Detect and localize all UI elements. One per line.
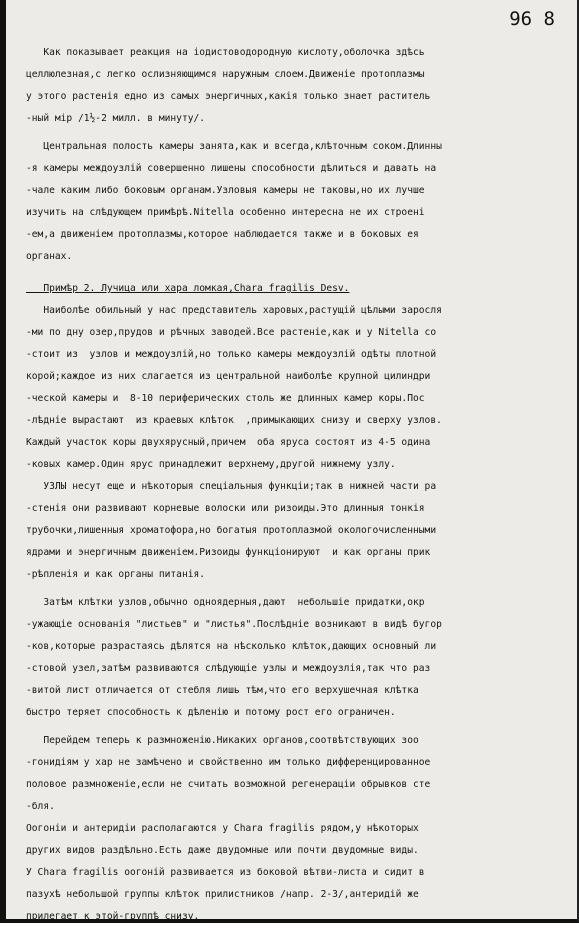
text-line: Наиболѣе обильный у нас представитель харовых,растущій цѣлыми заросля — [26, 305, 442, 316]
text-line: Затѣм клѣтки узлов,обычно одноядерныя,дают небольшіе придатки,окр — [26, 597, 425, 608]
text-line: Каждый участок коры двухярусный,причем оба яруса состоят из 4-5 одина — [26, 437, 431, 448]
text-line: -чале каким либо боковым органам.Узловыя камеры не таковы,но их лучше — [26, 185, 425, 196]
text-line: -я камеры междоузлій совершенно лишены способности дѣлиться и давать на — [26, 163, 437, 174]
text-line: -ужающіе основанія "листьев" и "листья".Послѣдніе возникают в видѣ бугор — [26, 619, 442, 630]
text-line: у этого растенія едно из самых энергичных,какія только знает раститель — [26, 91, 431, 102]
page-number: 96 8 — [509, 8, 555, 30]
text-line: Центральная полость камеры занята,как и всегда,клѣточным соком.Длинны — [26, 141, 442, 152]
text-line: -ем,а движеніем протоплазмы,которое наблюдается также и в боковых ея — [26, 229, 419, 240]
text-line: корой;каждое из них слагается из центральной наиболѣе крупной цилиндри — [26, 371, 431, 382]
text-line: -ческой камеры и 8-10 периферических столь же длинных камер коры.Пос — [26, 393, 425, 404]
text-line: пазухѣ небольшой группы клѣток прилистников /напр. 2-3/,антеридій же — [26, 889, 419, 900]
text-line: ядрами и энергичным движеніем.Ризоиды функціонируют и как органы прик — [26, 547, 431, 558]
text-line: -ковых камер.Один ярус принадлежит верхнему,другой нижнему узлу. — [26, 459, 396, 470]
page-text — [26, 42, 571, 928]
text-line: Как показывает реакция на іодистоводородную кислоту,оболочка здѣсь — [26, 47, 425, 58]
text-line: других видов раздѣльно.Есть даже двудомные или почти двудомные виды. — [26, 845, 419, 856]
text-line: -ный мір /1½-2 милл. в минуту/. — [26, 113, 206, 124]
text-line: У Chara fragilis оогоній развивается из боковой вѣтви-листа и сидит в — [26, 867, 425, 878]
text-line: -витой лист отличается от стебля лишь тѣм,что его верхушечная клѣтка — [26, 685, 419, 696]
text-line: -бля. — [26, 801, 55, 812]
text-line: -рѣпленія и как органы питанія. — [26, 569, 206, 580]
text-line: быстро теряет способность к дѣленію и потому рост его ограничен. — [26, 707, 396, 718]
text-line: половое размноженіе,если не считать возможной регенераціи обрывков сте — [26, 779, 431, 790]
text-line: -стоит из узлов и междоузлій,но только камеры междоузлій одѣты плотной — [26, 349, 437, 360]
section-heading: Примѣр 2. Лучица или хара ломкая,Chara fragilis Desv. — [26, 283, 350, 294]
text-line: -ми по дну озер,прудов и рѣчных заводей.Все растеніе,как и у Nitella со — [26, 327, 437, 338]
text-line: -лѣдніе вырастают из краевых клѣток ,примыкающих снизу и сверху узлов. — [26, 415, 442, 426]
text-line: УЗЛЫ несут еще и нѣкоторыя спеціальныя функціи;так в нижней части ра — [26, 481, 437, 492]
text-line: прилегает к этой-группѣ снизу. — [26, 911, 200, 922]
text-line: -стовой узел,затѣм развиваются слѣдующіе узлы и междоузлія,так что раз — [26, 663, 431, 674]
text-line: -ков,которые разрастаясь дѣлятся на нѣсколько клѣток,дающих основный ли — [26, 641, 437, 652]
text-line: трубочки,лишенныя хроматофора,но богатыя протоплазмой окологочисленными — [26, 525, 437, 536]
text-line: органах. — [26, 251, 73, 262]
text-line: целлюлезная,с легко ослизняющимся наружным слоем.Движеніе протоплазмы — [26, 69, 425, 80]
text-line: -гонидіям у хар не замѣчено и свойственно им только дифференцированное — [26, 757, 431, 768]
text-line: Перейдем теперь к размноженію.Никаких органов,соотвѣтствующих зоо — [26, 735, 419, 746]
text-line: изучить на слѣдующем примѣрѣ.Nitella особенно интересна не их строені — [26, 207, 425, 218]
text-line: Оогоніи и антеридіи располагаются у Chara fragilis рядом,у нѣкоторых — [26, 823, 419, 834]
text-line: -стенія они развивают корневые волоски или ризоиды.Это длинныя тонкія — [26, 503, 425, 514]
